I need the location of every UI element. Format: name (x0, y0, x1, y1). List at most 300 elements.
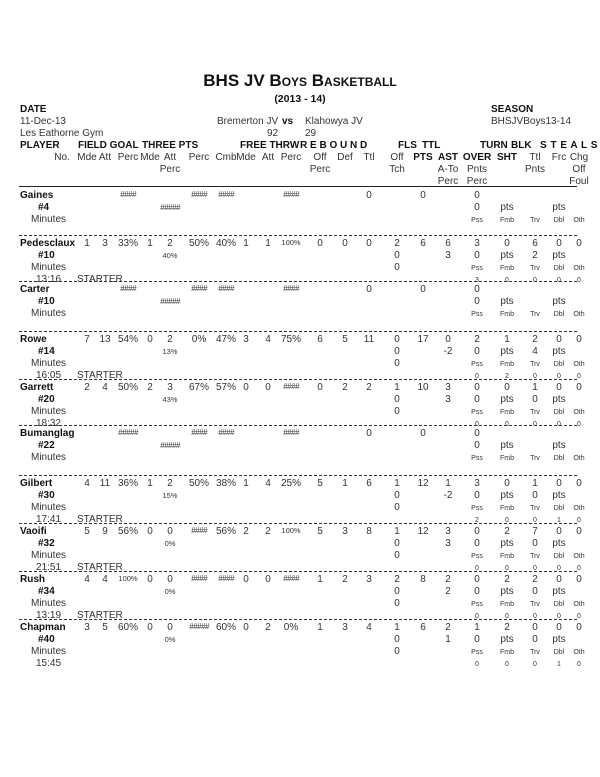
stat-cell: 2 (243, 526, 249, 537)
stat-cell: 3 (474, 478, 480, 489)
stat-cell: 2 (445, 574, 451, 585)
turnover-type-label: Fmb (500, 409, 514, 416)
three-pt-combined-perc: ##### (160, 297, 180, 306)
stat-cell: 0 (576, 622, 582, 633)
player-name: Bumanglag (20, 428, 75, 439)
pts-label: pts (500, 394, 514, 405)
steal-points: 0 (532, 538, 538, 549)
stat-cell: 50% (117, 382, 138, 393)
turnover-type-label: Trv (530, 361, 540, 368)
turnover-type-label: Pss (471, 601, 483, 608)
fouls-tech: 0 (394, 490, 400, 501)
turnover-type-label: Oth (573, 265, 585, 272)
stat-cell: 60% (117, 622, 138, 633)
stat-cell: 0 (556, 478, 562, 489)
stat-cell: 1 (317, 574, 323, 585)
player-number: #10 (38, 250, 55, 261)
stat-cell: 2 (532, 574, 538, 585)
turnover-type-value: 0 (577, 421, 581, 428)
column-header: No. (54, 152, 70, 163)
column-header: Chg (569, 152, 589, 163)
column-header: OVER (462, 152, 492, 163)
minutes-label: Minutes (31, 262, 67, 273)
turnover-type-value: 0 (475, 661, 479, 668)
three-pt-combined-perc: 0% (164, 587, 176, 596)
stat-cell: 3 (342, 622, 348, 633)
player-name: Carter (20, 284, 50, 295)
player-number: #14 (38, 346, 55, 357)
turnover-points: 0 (474, 634, 480, 645)
row-divider (19, 571, 577, 572)
turnover-type-label: Oth (573, 409, 585, 416)
stat-cell: 0 (366, 428, 372, 439)
pts-label: pts (500, 440, 514, 451)
venue: Les Eathorne Gym (20, 128, 104, 139)
steal-points: 0 (532, 394, 538, 405)
turnover-type-value: 0 (577, 613, 581, 620)
minutes-label: Minutes (31, 502, 67, 513)
assist-to-ratio: 3 (445, 538, 451, 549)
stat-cell: 4 (102, 382, 108, 393)
column-header-sub: Off (572, 164, 586, 175)
assist-to-ratio: -2 (443, 490, 453, 501)
fouls-tech: 0 (394, 538, 400, 549)
stat-cell: 0 (167, 622, 173, 633)
season-label: SEASON (491, 104, 534, 115)
turnover-type-value: 0 (475, 373, 479, 380)
stat-cell: 2 (265, 622, 271, 633)
stat-cell: 54% (117, 334, 138, 345)
stat-cell: 2 (504, 622, 510, 633)
turnover-type-label: Trv (530, 265, 540, 272)
stat-cell: 50% (188, 478, 209, 489)
minutes-label: Minutes (31, 406, 67, 417)
turnover-type-value: 0 (475, 613, 479, 620)
minutes-label: Minutes (31, 358, 67, 369)
stat-cell: 0 (576, 382, 582, 393)
stat-cell: 3 (167, 382, 173, 393)
stat-cell: 8 (420, 574, 426, 585)
stat-cell: 0 (474, 574, 480, 585)
stat-cell: 56% (117, 526, 138, 537)
stat-cell: 1 (474, 622, 480, 633)
fouls-tech-2: 0 (394, 358, 400, 369)
turnover-type-label: Pss (471, 505, 483, 512)
three-pt-combined-perc: ##### (160, 441, 180, 450)
stat-cell: 1 (394, 478, 400, 489)
turnover-type-label: Oth (573, 455, 585, 462)
row-divider (19, 475, 577, 476)
column-header-sub: Perc (437, 176, 459, 187)
stat-cell: 25% (280, 478, 301, 489)
stat-cell: #### (191, 190, 207, 199)
stat-cell: 100% (118, 574, 138, 583)
stat-cell: 0 (366, 238, 372, 249)
stat-cell: 1 (445, 478, 451, 489)
stat-cell: 3 (102, 238, 108, 249)
steal-points: 0 (532, 634, 538, 645)
row-divider (19, 619, 577, 620)
row-divider (19, 425, 577, 426)
starter-badge: STARTER (77, 514, 123, 525)
minutes-value: 17:41 (36, 514, 62, 525)
stat-cell: 0 (576, 574, 582, 585)
stat-cell: 56% (215, 526, 236, 537)
player-number: #10 (38, 296, 55, 307)
pts-label: pts (500, 538, 514, 549)
stat-cell: 0 (445, 334, 451, 345)
starter-badge: STARTER (77, 610, 123, 621)
fouls-tech: 0 (394, 634, 400, 645)
stat-cell: 0 (576, 334, 582, 345)
row-divider (19, 331, 577, 332)
stat-cell: 4 (84, 478, 90, 489)
stat-cell: 6 (532, 238, 538, 249)
turnover-type-value: 0 (505, 565, 509, 572)
stat-cell: 0 (556, 238, 562, 249)
column-header: Off (390, 152, 404, 163)
turnover-type-label: Fmb (500, 455, 514, 462)
stat-cell: 2 (445, 622, 451, 633)
player-name: Vaoifi (20, 526, 47, 537)
player-name: Rush (20, 574, 45, 585)
turnover-type-label: Oth (573, 505, 585, 512)
turnover-type-label: Oth (573, 311, 585, 318)
stat-cell: 0 (243, 382, 249, 393)
turnover-type-value: 3 (475, 277, 479, 284)
stat-cell: 0 (167, 574, 173, 585)
turnover-points: 0 (474, 394, 480, 405)
stat-cell: #### (218, 574, 234, 583)
turnover-points: 0 (474, 296, 480, 307)
turnover-type-value: 0 (577, 517, 581, 524)
turnover-type-value: 0 (533, 517, 537, 524)
stat-cell: 4 (102, 574, 108, 585)
stat-cell: 50% (188, 238, 209, 249)
turnover-type-label: Fmb (500, 505, 514, 512)
turnover-type-label: Fmb (500, 361, 514, 368)
stat-cell: 0 (167, 526, 173, 537)
turnover-type-label: Pss (471, 361, 483, 368)
stat-cell: 47% (215, 334, 236, 345)
column-header: Perc (117, 152, 139, 163)
turnover-type-label: Fmb (500, 601, 514, 608)
row-divider (19, 281, 577, 282)
stat-cell: 6 (445, 238, 451, 249)
stat-cell: 1 (342, 478, 348, 489)
player-number: #22 (38, 440, 55, 451)
stat-cell: 0 (147, 526, 153, 537)
fouls-tech-2: 0 (394, 550, 400, 561)
pts-label: pts (552, 634, 566, 645)
column-group-header: FREE THRW (240, 140, 300, 151)
stat-cell: 1 (532, 382, 538, 393)
turnover-type-label: Trv (530, 455, 540, 462)
stat-cell: 5 (317, 478, 323, 489)
stat-cell: #### (191, 574, 207, 583)
turnover-type-value: 0 (577, 277, 581, 284)
stat-cell: 11 (99, 478, 111, 489)
stat-cell: 0 (532, 622, 538, 633)
player-name: Gaines (20, 190, 54, 201)
turnover-type-value: 0 (557, 277, 561, 284)
stat-cell: 1 (147, 238, 153, 249)
stat-cell: 0 (317, 382, 323, 393)
column-header: AST (438, 152, 458, 163)
turnover-points: 0 (474, 250, 480, 261)
turnover-type-label: Dbl (553, 361, 565, 368)
stat-cell: 8 (366, 526, 372, 537)
stat-cell: 4 (265, 478, 271, 489)
turnover-type-label: Fmb (500, 311, 514, 318)
stat-cell: ##### (118, 428, 138, 437)
stat-cell: 0 (556, 574, 562, 585)
turnover-type-label: Fmb (500, 217, 514, 224)
stat-cell: 0 (265, 574, 271, 585)
turnover-type-value: 0 (505, 277, 509, 284)
stat-cell: 0 (474, 526, 480, 537)
column-group-header: PLAYER (20, 140, 60, 151)
pts-label: pts (552, 394, 566, 405)
column-header-sub: Foul (569, 176, 589, 187)
column-header: Mde (77, 152, 97, 163)
turnover-type-value: 0 (557, 373, 561, 380)
row-divider (19, 235, 577, 236)
stat-cell: 0 (576, 478, 582, 489)
stat-cell: 0 (420, 190, 426, 201)
pts-label: pts (500, 490, 514, 501)
fouls-tech-2: 0 (394, 262, 400, 273)
stat-cell: 2 (167, 478, 173, 489)
stat-cell: #### (218, 284, 234, 293)
column-header-sub: A-To (437, 164, 459, 175)
pts-label: pts (552, 202, 566, 213)
turnover-type-label: Fmb (500, 265, 514, 272)
column-group-header: BLK (511, 140, 532, 151)
stat-cell: 12 (417, 478, 429, 489)
stat-cell: #### (120, 190, 136, 199)
three-pt-combined-perc: 40% (162, 251, 178, 260)
steal-points: 4 (532, 346, 538, 357)
turnover-type-value: 0 (557, 565, 561, 572)
season-name: BHSJVBoys13-14 (491, 116, 572, 127)
stat-cell: 3 (474, 238, 480, 249)
player-number: #20 (38, 394, 55, 405)
stat-cell: #### (283, 284, 299, 293)
stat-cell: 0 (243, 622, 249, 633)
turnover-type-label: Pss (471, 553, 483, 560)
stat-cell: 3 (366, 574, 372, 585)
stat-cell: 100% (281, 526, 301, 535)
home-team: Bremerton JV (217, 116, 279, 127)
stat-cell: #### (120, 284, 136, 293)
stat-cell: 0 (366, 190, 372, 201)
report-title: BHS JV Boys Basketball (203, 71, 397, 90)
three-pt-combined-perc: 15% (162, 491, 178, 500)
turnover-type-value: 0 (505, 517, 509, 524)
fouls-tech-2: 0 (394, 502, 400, 513)
home-score: 92 (267, 128, 279, 139)
stat-cell: 17 (417, 334, 429, 345)
turnover-points: 0 (474, 440, 480, 451)
stat-cell: 0 (474, 428, 480, 439)
minutes-label: Minutes (31, 598, 67, 609)
fouls-tech: 0 (394, 346, 400, 357)
away-score: 29 (305, 128, 317, 139)
stat-cell: 1 (84, 238, 90, 249)
column-header: Cmb (215, 152, 237, 163)
stat-cell: 5 (84, 526, 90, 537)
turnover-type-label: Trv (530, 217, 540, 224)
assist-to-ratio: -2 (443, 346, 453, 357)
minutes-label: Minutes (31, 646, 67, 657)
stat-cell: 67% (188, 382, 209, 393)
turnover-type-label: Dbl (553, 649, 565, 656)
player-name: Pedesclaux (20, 238, 76, 249)
fouls-tech-2: 0 (394, 598, 400, 609)
row-divider (19, 379, 577, 380)
pts-label: pts (552, 586, 566, 597)
minutes-value: 13:19 (36, 610, 62, 621)
pts-label: pts (500, 634, 514, 645)
stat-cell: 1 (532, 478, 538, 489)
stat-cell: 0 (504, 382, 510, 393)
column-header-sub: Perc (159, 164, 181, 175)
turnover-type-value: 0 (533, 421, 537, 428)
turnover-type-label: Pss (471, 265, 483, 272)
row-divider (19, 523, 577, 524)
turnover-type-value: 0 (533, 661, 537, 668)
minutes-value: 21:51 (36, 562, 62, 573)
turnover-type-label: Pss (471, 217, 483, 224)
stat-cell: 0 (147, 334, 153, 345)
turnover-type-label: Dbl (553, 505, 565, 512)
stat-cell: 0 (556, 334, 562, 345)
stat-cell: 2 (504, 574, 510, 585)
player-name: Gilbert (20, 478, 53, 489)
stat-cell: 13 (99, 334, 111, 345)
stat-cell: 1 (394, 622, 400, 633)
stat-cell: #### (283, 428, 299, 437)
column-header: Att (98, 152, 112, 163)
turnover-type-label: Dbl (553, 455, 565, 462)
stat-cell: 33% (117, 238, 138, 249)
column-group-header: FIELD GOAL (78, 140, 139, 151)
column-header: Frc (551, 152, 567, 163)
column-header-sub: Perc (309, 164, 331, 175)
starter-badge: STARTER (77, 370, 123, 381)
stat-cell: 0 (394, 334, 400, 345)
stat-cell: #### (283, 574, 299, 583)
player-number: #34 (38, 586, 55, 597)
starter-badge: STARTER (77, 274, 123, 285)
turnover-type-label: Trv (530, 505, 540, 512)
column-header: PTS (413, 152, 433, 163)
stat-cell: 0 (420, 284, 426, 295)
stat-cell: 12 (417, 526, 429, 537)
stat-cell: 0 (556, 622, 562, 633)
stat-cell: #### (218, 428, 234, 437)
turnover-type-label: Dbl (553, 553, 565, 560)
stat-cell: 1 (243, 238, 249, 249)
stat-cell: #### (191, 526, 207, 535)
minutes-label: Minutes (31, 452, 67, 463)
column-header-sub: Pnts (466, 164, 487, 175)
player-number: #32 (38, 538, 55, 549)
turnover-type-label: Pss (471, 649, 483, 656)
stat-cell: 0 (265, 382, 271, 393)
stat-cell: 0 (243, 574, 249, 585)
assist-to-ratio: 3 (445, 394, 451, 405)
player-name: Chapman (20, 622, 66, 633)
stat-cell: 0% (283, 622, 299, 633)
turnover-type-label: Trv (530, 649, 540, 656)
turnover-type-value: 0 (475, 565, 479, 572)
stat-cell: 2 (342, 382, 348, 393)
assist-to-ratio: 2 (445, 586, 451, 597)
report-season-years: (2013 - 14) (274, 93, 326, 105)
stat-cell: 1 (504, 334, 510, 345)
column-group-header: TURN (480, 140, 508, 151)
stat-cell: 2 (394, 238, 400, 249)
turnover-type-label: Oth (573, 217, 585, 224)
column-header: Att (261, 152, 275, 163)
fouls-tech: 0 (394, 394, 400, 405)
turnover-type-value: 1 (557, 517, 561, 524)
stat-cell: 11 (363, 334, 375, 345)
stat-cell: 40% (215, 238, 236, 249)
fouls-tech: 0 (394, 586, 400, 597)
stat-cell: #### (283, 382, 299, 391)
turnover-type-value: 0 (505, 613, 509, 620)
stat-cell: 0 (474, 190, 480, 201)
turnover-type-value: 2 (505, 373, 509, 380)
turnover-type-label: Fmb (500, 553, 514, 560)
pts-label: pts (552, 296, 566, 307)
player-name: Garrett (20, 382, 54, 393)
stat-cell: 2 (394, 574, 400, 585)
turnover-type-label: Oth (573, 601, 585, 608)
turnover-type-label: Trv (530, 553, 540, 560)
column-group-header: S T E A L S (540, 140, 598, 151)
stat-cell: 1 (147, 478, 153, 489)
stat-cell: 0 (147, 574, 153, 585)
turnover-type-value: 2 (475, 517, 479, 524)
stat-cell: 75% (280, 334, 301, 345)
stat-cell: 10 (417, 382, 429, 393)
stat-cell: 3 (84, 622, 90, 633)
stat-cell: 2 (84, 382, 90, 393)
stat-cell: #### (218, 190, 234, 199)
stat-cell: 2 (474, 334, 480, 345)
stat-cell: 6 (317, 334, 323, 345)
stat-cell: 4 (366, 622, 372, 633)
pts-label: pts (500, 296, 514, 307)
column-header: Off (313, 152, 327, 163)
stat-cell: 60% (215, 622, 236, 633)
three-pt-combined-perc: 13% (162, 347, 178, 356)
turnover-type-label: Dbl (553, 409, 565, 416)
stat-cell: 0 (504, 478, 510, 489)
turnover-points: 0 (474, 346, 480, 357)
turnover-type-label: Fmb (500, 649, 514, 656)
fouls-tech: 0 (394, 250, 400, 261)
stat-cell: 1 (265, 238, 271, 249)
three-pt-combined-perc: 0% (164, 539, 176, 548)
stat-cell: 1 (243, 478, 249, 489)
stat-cell: 0 (576, 526, 582, 537)
pts-label: pts (552, 538, 566, 549)
